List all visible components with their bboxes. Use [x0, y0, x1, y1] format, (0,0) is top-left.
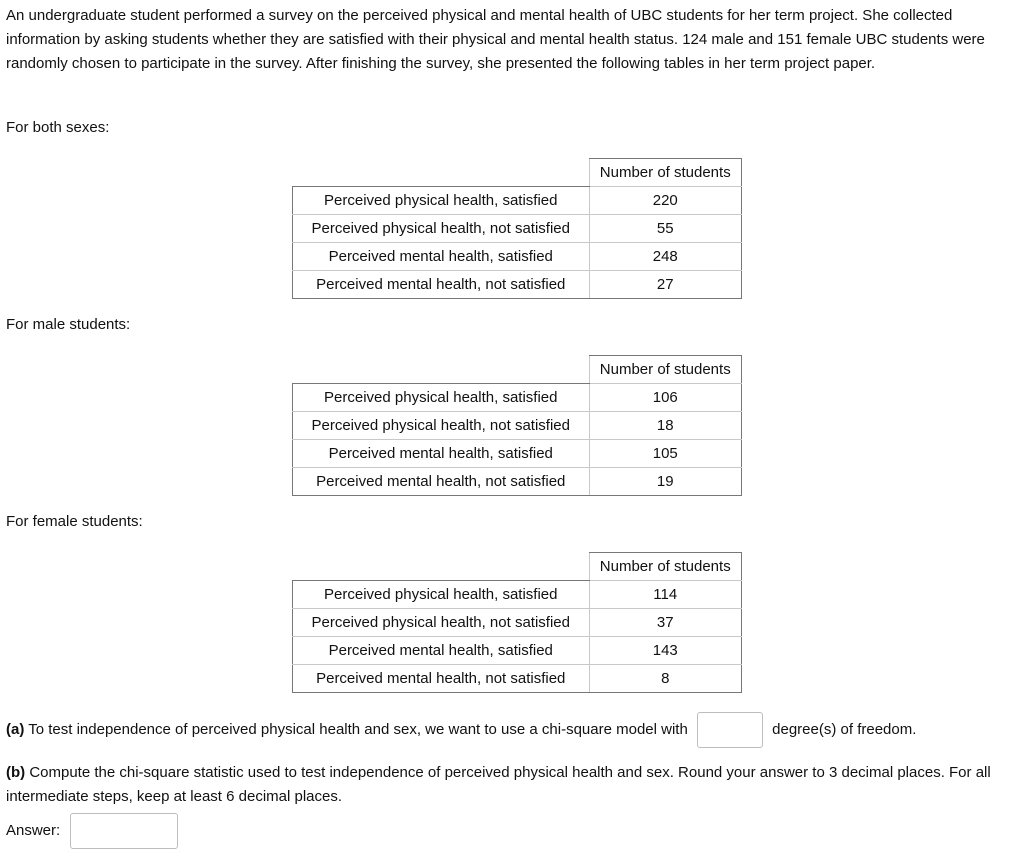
- question-a-suffix: degree(s) of freedom.: [772, 720, 917, 738]
- table-row: [293, 243, 742, 271]
- row-label: Perceived mental health, satisfied: [293, 637, 590, 665]
- table-female: [292, 552, 742, 693]
- row-value: 55: [589, 215, 742, 243]
- table-row: [293, 384, 742, 412]
- question-b: [6, 761, 1022, 809]
- degrees-of-freedom-input[interactable]: [697, 712, 763, 748]
- table-row: [293, 187, 742, 215]
- column-header: Number of students: [589, 356, 742, 384]
- table-row: [293, 468, 742, 496]
- table-row: [293, 215, 742, 243]
- question-a-text: To test independence of perceived physical health and sex, we want to use a chi-square model with: [28, 720, 688, 738]
- question-b-text: Compute the chi-square statistic used to test independence of perceived physical health and sex. Round your answer to 3 decimal places. For all intermediate steps, keep at least 6 decimal places.: [6, 764, 991, 805]
- row-label: Perceived physical health, not satisfied: [293, 412, 590, 440]
- row-label: Perceived physical health, not satisfied: [293, 609, 590, 637]
- row-value: 114: [589, 581, 742, 609]
- question-a-tag: (a): [6, 720, 25, 738]
- row-value: 18: [589, 412, 742, 440]
- row-label: Perceived mental health, not satisfied: [293, 665, 590, 693]
- row-value: 27: [589, 271, 742, 299]
- table-both-sexes: [292, 158, 742, 299]
- row-label: Perceived physical health, satisfied: [293, 581, 590, 609]
- table-label-female: For female students:: [6, 513, 143, 530]
- table-row: [293, 609, 742, 637]
- row-value: 220: [589, 187, 742, 215]
- row-value: 105: [589, 440, 742, 468]
- table-row: [293, 412, 742, 440]
- row-label: Perceived mental health, not satisfied: [293, 271, 590, 299]
- table-row: [293, 440, 742, 468]
- problem-intro: An undergraduate student performed a survey on the perceived physical and mental health of UBC students for her term project. She collected information by asking students whether they are satisfied with their physical and mental health status. 124 male and 151 female UBC students were randomly chosen to participate in the survey. After finishing the survey, she presented the following tables in her term project paper.: [6, 7, 985, 72]
- row-label: Perceived mental health, satisfied: [293, 440, 590, 468]
- row-value: 143: [589, 637, 742, 665]
- row-value: 8: [589, 665, 742, 693]
- column-header: Number of students: [589, 159, 742, 187]
- column-header: Number of students: [589, 553, 742, 581]
- question-a: [6, 712, 916, 748]
- row-value: 37: [589, 609, 742, 637]
- row-label: Perceived physical health, satisfied: [293, 384, 590, 412]
- table-row: [293, 271, 742, 299]
- row-label: Perceived mental health, satisfied: [293, 243, 590, 271]
- table-row: [293, 637, 742, 665]
- table-row: [293, 665, 742, 693]
- row-value: 106: [589, 384, 742, 412]
- answer-label: Answer:: [6, 821, 61, 839]
- row-value: 19: [589, 468, 742, 496]
- table-row: [293, 581, 742, 609]
- row-value: 248: [589, 243, 742, 271]
- row-label: Perceived physical health, not satisfied: [293, 215, 590, 243]
- table-label-both-sexes: For both sexes:: [6, 119, 110, 136]
- table-label-male: For male students:: [6, 316, 131, 333]
- table-male: [292, 355, 742, 496]
- row-label: Perceived physical health, satisfied: [293, 187, 590, 215]
- question-b-tag: (b): [6, 764, 26, 781]
- row-label: Perceived mental health, not satisfied: [293, 468, 590, 496]
